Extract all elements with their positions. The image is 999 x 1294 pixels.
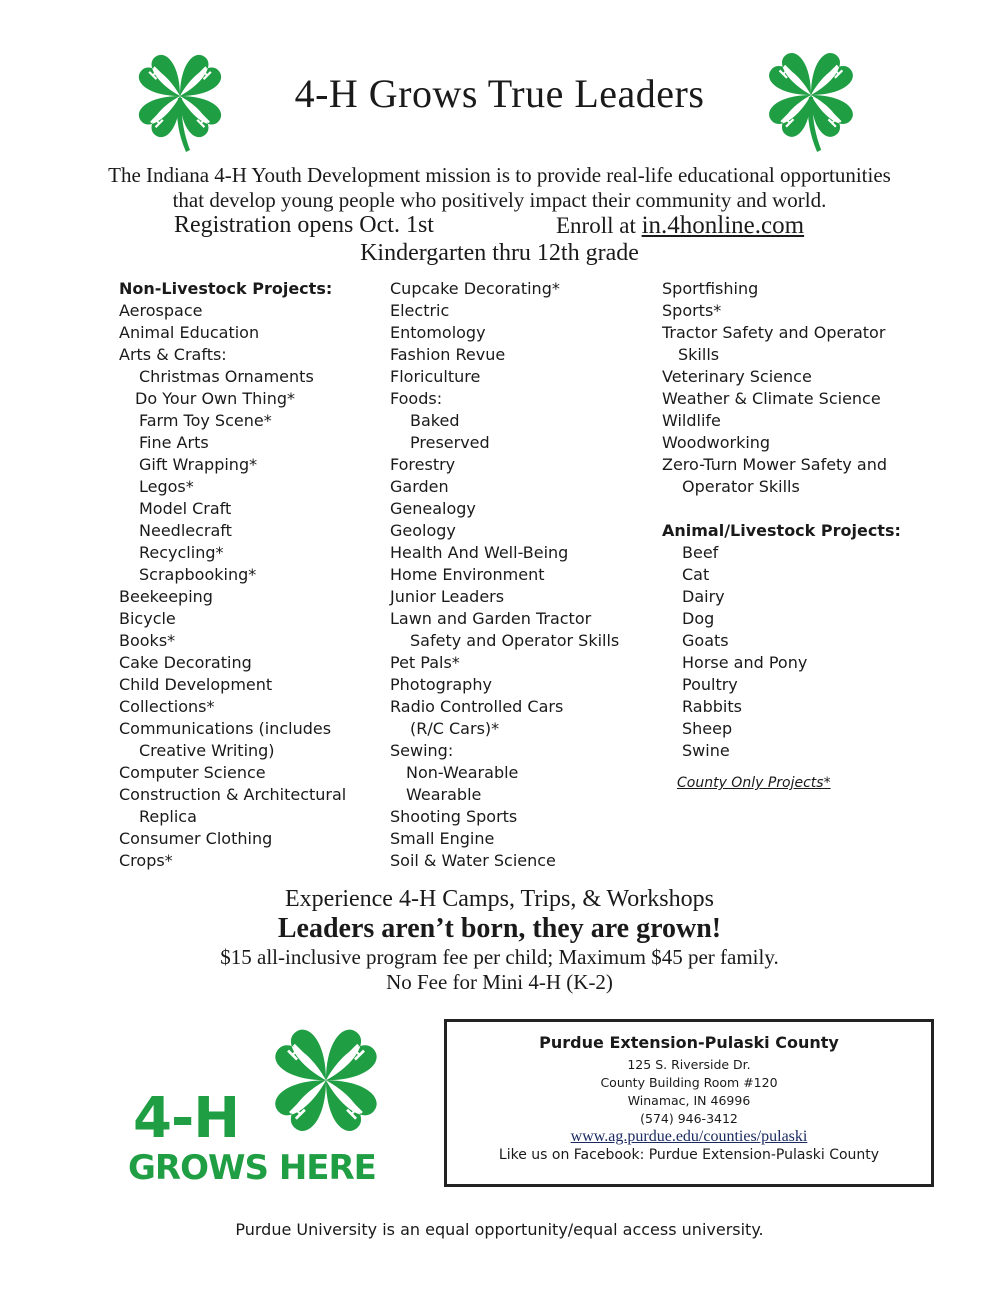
- grade-range: Kindergarten thru 12th grade: [360, 240, 639, 266]
- project-item: Beekeeping: [119, 587, 213, 606]
- tagline: Leaders aren’t born, they are grown!: [277, 913, 722, 944]
- contact-phone: (574) 946-3412: [640, 1111, 738, 1126]
- svg-text:H: H: [193, 111, 214, 132]
- project-item: Lawn and Garden Tractor: [390, 609, 592, 628]
- project-item: Construction & Architectural: [119, 785, 347, 804]
- svg-text:H: H: [344, 1039, 369, 1065]
- project-item: Veterinary Science: [662, 367, 812, 386]
- project-column-2: [390, 278, 619, 872]
- project-item: Creative Writing): [139, 741, 275, 760]
- project-item: Non-Wearable: [406, 763, 519, 782]
- contact-org: Purdue Extension-Pulaski County: [539, 1033, 839, 1052]
- project-item: (R/C Cars)*: [410, 719, 500, 738]
- project-item: Cat: [682, 565, 710, 584]
- project-item: Do Your Own Thing*: [135, 389, 295, 408]
- section-heading: Animal/Livestock Projects:: [662, 521, 901, 540]
- experience-line: Experience 4-H Camps, Trips, & Workshops: [285, 886, 714, 912]
- svg-text:H: H: [283, 1039, 308, 1065]
- project-item: Model Craft: [139, 499, 232, 518]
- project-item: Baked: [410, 411, 460, 430]
- project-item: Aerospace: [119, 301, 203, 320]
- project-item: Crops*: [119, 851, 173, 870]
- svg-text:H: H: [145, 63, 166, 84]
- project-item: Dairy: [682, 587, 725, 606]
- project-item: Arts & Crafts:: [119, 345, 227, 364]
- mission-line-1: The Indiana 4-H Youth Development mission is to provide real-life educational opportunities: [108, 163, 891, 187]
- project-item: Legos*: [139, 477, 194, 496]
- project-item: Wearable: [406, 785, 482, 804]
- project-item: Books*: [119, 631, 176, 650]
- project-item: Wildlife: [662, 411, 721, 430]
- contact-facebook: Like us on Facebook: Purdue Extension-Pulaski County: [498, 1147, 880, 1163]
- enroll-link[interactable]: in.4honline.com: [641, 212, 805, 239]
- project-item: Cupcake Decorating*: [390, 279, 560, 298]
- project-item: Geology: [390, 521, 456, 540]
- mission-line-2: that develop young people who positively impact their community and world.: [172, 188, 827, 212]
- project-item: Cake Decorating: [119, 653, 252, 672]
- svg-text:H: H: [194, 63, 215, 84]
- project-item: Skills: [678, 345, 720, 364]
- contact-city: Winamac, IN 46996: [627, 1093, 751, 1108]
- project-item: Poultry: [682, 675, 738, 694]
- project-item: Child Development: [119, 675, 273, 694]
- project-item: Christmas Ornaments: [139, 367, 314, 386]
- project-item: Soil & Water Science: [390, 851, 556, 870]
- project-item: Health And Well-Being: [390, 543, 569, 562]
- project-item: Floriculture: [390, 367, 481, 386]
- project-item: Entomology: [390, 323, 486, 342]
- project-item: Photography: [390, 675, 492, 694]
- section-heading: Non-Livestock Projects:: [119, 279, 333, 298]
- project-item: Sheep: [682, 719, 733, 738]
- project-item: Zero-Turn Mower Safety and: [662, 455, 887, 474]
- contact-box: [444, 1019, 934, 1187]
- svg-text:H: H: [776, 62, 797, 83]
- project-column-1: [119, 278, 346, 872]
- grows-here-clover-icon: [262, 1016, 390, 1152]
- project-item: Beef: [682, 543, 719, 562]
- project-item: Sports*: [662, 301, 722, 320]
- project-item: Shooting Sports: [390, 807, 518, 826]
- logo-grows-here-text: GROWS HERE: [128, 1148, 376, 1188]
- project-item: Consumer Clothing: [119, 829, 273, 848]
- svg-text:H: H: [146, 111, 167, 132]
- contact-street: 125 S. Riverside Dr.: [627, 1057, 751, 1072]
- svg-text:H: H: [285, 1099, 310, 1124]
- project-item: Animal Education: [119, 323, 260, 342]
- project-item: Small Engine: [390, 829, 495, 848]
- project-item: Electric: [390, 301, 450, 320]
- project-item: Woodworking: [662, 433, 771, 452]
- project-item: Garden: [390, 477, 449, 496]
- project-item: Preserved: [410, 433, 490, 452]
- project-item: Swine: [682, 741, 730, 760]
- project-item: Recycling*: [139, 543, 224, 562]
- project-item: Pet Pals*: [390, 653, 460, 672]
- project-item: Collections*: [119, 697, 215, 716]
- registration-date: Registration opens Oct. 1st: [174, 212, 434, 238]
- project-item: Needlecraft: [139, 521, 232, 540]
- project-item: Dog: [682, 609, 715, 628]
- project-item: Communications (includes: [119, 719, 332, 738]
- project-item: Horse and Pony: [682, 653, 808, 672]
- project-item: Tractor Safety and Operator: [662, 323, 886, 342]
- spacer: [662, 498, 901, 520]
- project-item: Replica: [139, 807, 197, 826]
- project-item: Home Environment: [390, 565, 545, 584]
- project-item: Computer Science: [119, 763, 266, 782]
- project-item: Safety and Operator Skills: [410, 631, 620, 650]
- mini-fee-line: No Fee for Mini 4-H (K-2): [386, 970, 613, 994]
- project-item: Fashion Revue: [390, 345, 506, 364]
- project-column-3: [662, 278, 901, 794]
- project-item: Forestry: [390, 455, 456, 474]
- enroll-label: Enroll at: [556, 213, 636, 238]
- project-item: Scrapbooking*: [139, 565, 257, 584]
- project-item: Junior Leaders: [390, 587, 505, 606]
- svg-text:H: H: [825, 111, 846, 132]
- contact-website-link[interactable]: www.ag.purdue.edu/counties/pulaski: [570, 1128, 808, 1145]
- svg-text:H: H: [825, 62, 846, 83]
- project-item: Sewing:: [390, 741, 454, 760]
- project-item: Genealogy: [390, 499, 476, 518]
- project-item: Goats: [682, 631, 729, 650]
- project-item: Rabbits: [682, 697, 742, 716]
- project-item: Bicycle: [119, 609, 176, 628]
- svg-text:H: H: [342, 1099, 367, 1124]
- page-title: 4-H Grows True Leaders: [294, 71, 705, 116]
- project-item: Weather & Climate Science: [662, 389, 881, 408]
- project-item: Operator Skills: [682, 477, 800, 496]
- project-item: Fine Arts: [139, 433, 209, 452]
- county-only-footnote: County Only Projects*: [677, 775, 831, 791]
- fee-line: $15 all-inclusive program fee per child; Maximum $45 per family.: [220, 945, 779, 969]
- equal-opportunity-statement: Purdue University is an equal opportunity/equal access university.: [235, 1220, 764, 1239]
- project-item: Radio Controlled Cars: [390, 697, 564, 716]
- logo-4h-text: 4-H: [133, 1086, 240, 1151]
- contact-room: County Building Room #120: [600, 1075, 778, 1090]
- project-item: Farm Toy Scene*: [139, 411, 272, 430]
- project-item: Foods:: [390, 389, 443, 408]
- project-item: Gift Wrapping*: [139, 455, 258, 474]
- svg-text:H: H: [776, 111, 797, 132]
- enroll-line: [556, 212, 804, 240]
- project-item: Sportfishing: [662, 279, 759, 298]
